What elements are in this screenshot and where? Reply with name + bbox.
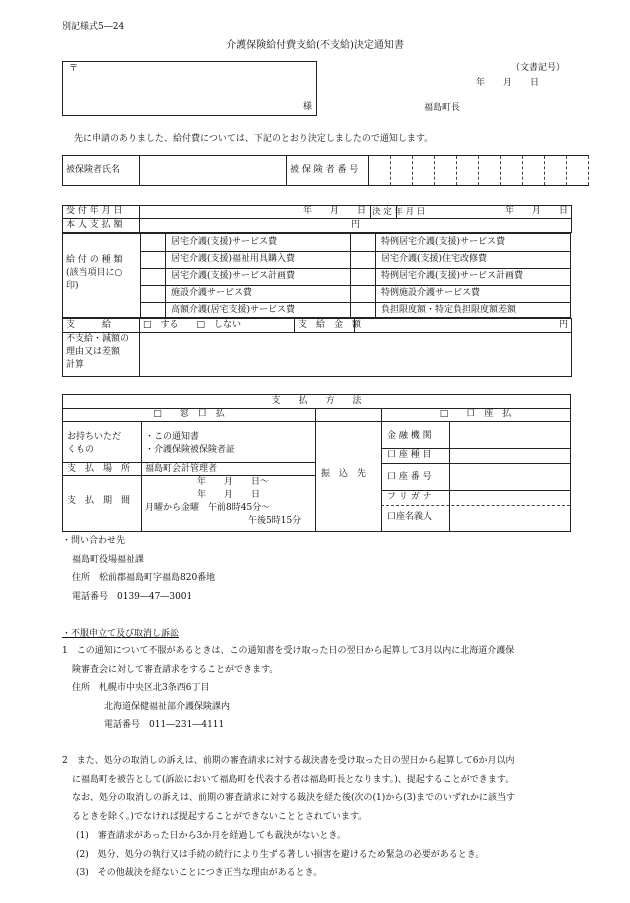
benefit-type-label: 給 付 の 種 類 (該当項目に○ 印) xyxy=(66,255,123,291)
amount-label: 支 給 金 額 xyxy=(295,319,355,333)
decision-table xyxy=(62,205,572,233)
benefit-right-item[interactable]: 居宅介護(支援)住宅改修費 xyxy=(381,254,488,264)
appeal-p1-dept: 北海道保健福祉部介護保険課内 xyxy=(104,702,231,712)
benefit-left-item[interactable]: 居宅介護(支援)サービス費 xyxy=(171,237,278,247)
window-pay-option[interactable]: □ 窓 口 払 xyxy=(153,409,225,419)
insured-number-label: 被 保 険 者 番 号 xyxy=(287,156,369,186)
decision-date-label: 決 定 年 月 日 xyxy=(372,206,426,217)
address-box[interactable] xyxy=(62,61,317,116)
account-number-label: 口 座 番 号 xyxy=(387,472,432,482)
insured-name-label: 被保険者氏名 xyxy=(63,156,140,186)
form-number: 別記様式5―24 xyxy=(62,22,125,32)
payment-table xyxy=(62,318,572,377)
payment-label: 支 給 xyxy=(63,319,140,333)
account-type-label: 口 座 種 目 xyxy=(387,450,432,460)
receipt-date-label: 受 付 年 月 日 xyxy=(63,206,140,219)
payment-method xyxy=(62,394,571,532)
account-pay-option[interactable]: □ 口 座 払 xyxy=(439,409,512,419)
period-label: 支 払 期 間 xyxy=(67,496,131,506)
doc-ref-label: （文書記号） xyxy=(511,63,566,73)
doc-date: 年 月 日 xyxy=(476,78,540,88)
appeal-p2-line-3: なお、処分の取消しの訴えは、前期の審査請求に対する裁決を経た後(次の(1)から(3)までのいずれかに該当す xyxy=(72,793,516,803)
period-line-2[interactable]: 年 月 日 xyxy=(197,490,261,500)
insured-number-digit[interactable] xyxy=(457,156,479,186)
benefit-types xyxy=(62,233,571,318)
insured-number-digit[interactable] xyxy=(435,156,457,186)
insured-number-digit[interactable] xyxy=(413,156,435,186)
appeal-item-1: (1) 審査請求があった日から3か月を経過しても裁決がないとき。 xyxy=(76,831,347,841)
appeal-p2-line-2: に福島町を被告として(訴訟において福島町を代表する者は福島町長となります。)、提起することができます。 xyxy=(72,775,515,785)
payment-yes-checkbox[interactable]: □ する xyxy=(143,319,179,330)
decision-date-value[interactable]: 年 月 日 xyxy=(397,206,572,219)
transfer-label: 振 込 先 xyxy=(321,469,367,479)
appeal-p2-line-1: 2 また、処分の取消しの訴えは、前期の審査請求に対する裁決書を受け取った日の翌日から起算して6か月以内 xyxy=(62,756,515,766)
benefit-left-item[interactable]: 高額介護(居宅支援)サービス費 xyxy=(171,305,296,315)
payment-method-title: 支 払 方 法 xyxy=(271,396,362,406)
postal-mark: 〒 xyxy=(69,64,79,74)
self-pay-unit[interactable]: 円 xyxy=(140,219,572,233)
contact-phone: 電話番号 0139―47―3001 xyxy=(72,592,193,602)
bank-label: 金 融 機 関 xyxy=(387,431,432,441)
page-title: 介護保険給付費支給(不支給)決定通知書 xyxy=(226,40,404,51)
insured-number-digit[interactable] xyxy=(545,156,567,186)
period-line-4: 午後5時15分 xyxy=(248,516,302,526)
benefit-left-item[interactable]: 施設介護サービス費 xyxy=(171,288,253,298)
benefit-right-item[interactable]: 特例施設介護サービス費 xyxy=(381,288,481,298)
benefit-right-item[interactable]: 特例居宅介護(支援)サービス費 xyxy=(381,237,506,247)
insured-table xyxy=(62,155,589,186)
contact-dept: 福島町役場福祉課 xyxy=(72,555,145,565)
insured-number-digit[interactable] xyxy=(369,156,391,186)
appeal-item-2: (2) 処分、処分の執行又は手続の続行により生ずる著しい損害を避けるため緊急の必要があるとき。 xyxy=(76,850,485,860)
contact-heading: ・問い合わせ先 xyxy=(62,536,126,546)
insured-number-digit[interactable] xyxy=(501,156,523,186)
insured-name-field[interactable] xyxy=(140,156,287,186)
appeal-p1-line-2: 険審査会に対して審査請求をすることができます。 xyxy=(72,665,279,675)
appeal-heading: ・不服申立て及び取消し訴訟 xyxy=(62,629,180,639)
place-label: 支 払 場 所 xyxy=(67,464,131,474)
appeal-p2-line-4: るときを除く。)でなければ提起することができないこととされています。 xyxy=(72,812,368,822)
period-line-3: 月曜から金曜 午前8時45分～ xyxy=(145,503,271,513)
issuer: 福島町長 xyxy=(424,103,461,113)
insured-number-digit[interactable] xyxy=(479,156,501,186)
appeal-p1-address: 住所 札幌市中央区北3条西6丁目 xyxy=(72,683,210,693)
payment-no-checkbox[interactable]: □ しない xyxy=(196,319,242,330)
appeal-p1-phone: 電話番号 011―231―4111 xyxy=(104,720,225,730)
bring-items: ・この通知書 ・介護保険被保険者証 xyxy=(145,432,236,455)
appeal-p1-line-1: 1 この通知について不服があるときは、この通知書を受け取った日の翌日から起算して3月以内に北海道介護保 xyxy=(62,646,515,656)
reason-field[interactable] xyxy=(140,333,572,377)
contact-address: 住所 松前郡福島町字福島820番地 xyxy=(72,573,216,583)
honorific: 様 xyxy=(302,101,312,112)
intro-text: 先に申請のありました、給付費については、下記のとおり決定しましたので通知します。 xyxy=(74,134,434,144)
reason-label: 不支給・減額の 理由又は差額 計算 xyxy=(63,333,140,377)
insured-number-digit[interactable] xyxy=(567,156,589,186)
benefit-left-item[interactable]: 居宅介護(支援)サービス計画費 xyxy=(171,271,296,281)
amount-unit[interactable]: 円 xyxy=(355,319,572,333)
appeal-item-3: (3) その他裁決を経ないことにつき正当な理由があるとき。 xyxy=(76,868,323,878)
self-pay-label: 本 人 支 払 額 xyxy=(63,219,140,233)
bring-label: お持ちいただ くもの xyxy=(67,432,122,455)
furigana-label: フ リ ガ ナ xyxy=(387,492,432,502)
insured-number-digit[interactable] xyxy=(391,156,413,186)
place-value: 福島町会計管理者 xyxy=(145,464,218,474)
insured-number-digit[interactable] xyxy=(523,156,545,186)
benefit-left-item[interactable]: 居宅介護(支援)福祉用具購入費 xyxy=(171,254,296,264)
benefit-right-item[interactable]: 特例居宅介護(支援)サービス計画費 xyxy=(381,271,524,281)
benefit-right-item[interactable]: 負担限度額・特定負担限度額差額 xyxy=(381,305,517,315)
period-line-1[interactable]: 年 月 日～ xyxy=(197,477,270,487)
receipt-date-value[interactable]: 年 月 日 xyxy=(140,206,371,219)
account-holder-label: 口座名義人 xyxy=(387,512,433,522)
